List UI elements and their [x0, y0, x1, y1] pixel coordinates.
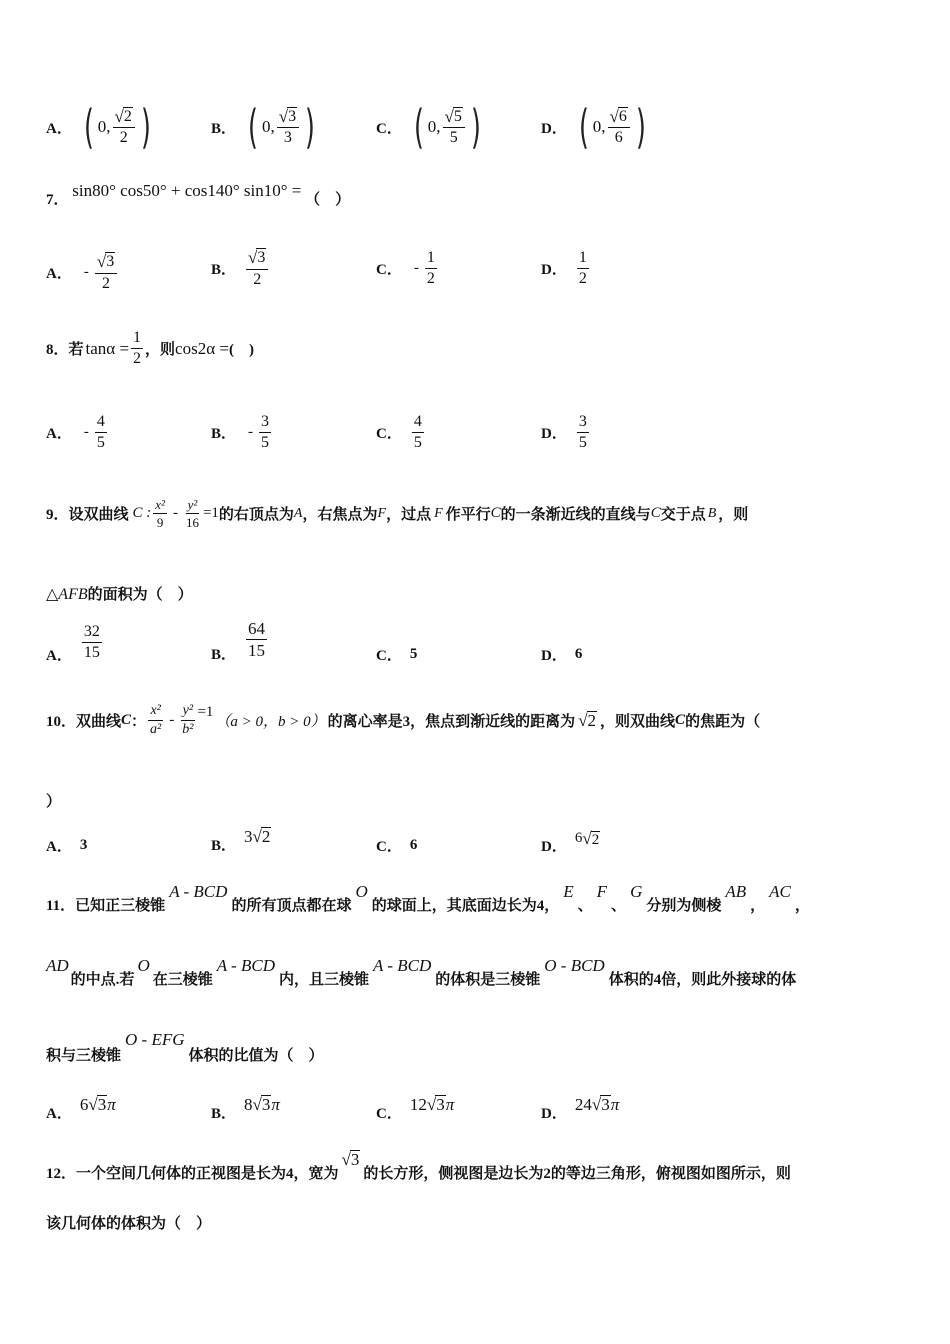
q9-option-c: C． 5 — [376, 646, 418, 664]
fraction: √ 5 5 — [443, 107, 465, 147]
q10-option-d: D． 6 √ 2 — [541, 828, 600, 855]
fraction: √ 3 3 — [277, 107, 299, 147]
question-9: 9．设双曲线 C : $\frac{\text{x²}}{9}$ - $\frac{\text{y²}}{16}$ =1 的右顶点为 A ，右焦点为 F ，过点 F 作平行 C 的一条渐近线的直线与 C 交于点 B ，则 — [46, 497, 749, 530]
question-8: 8．若 tanα = $\frac{1}{2}$ ，则 cos2α = ( ) — [46, 329, 254, 367]
q10-option-b: B． 3 √ 2 — [211, 826, 271, 854]
q11-option-a: A． 6 √ 3 π — [46, 1094, 116, 1122]
q8-option-d: D． $\frac{3}{5}$ — [541, 413, 587, 451]
q8-option-b: B． - $\frac{3}{5}$ — [211, 413, 270, 451]
question-9-line-2: △AFB的面积为（ ） — [46, 586, 193, 603]
fraction: √ 2 2 — [113, 107, 135, 147]
q7-option-c: C． - $\frac{1}{2}$ — [376, 249, 435, 287]
question-10: 10．双曲线 C ： $\frac{\text{x²}}{\text{a²}}$ - $\frac{\text{y²}}{\text{b²}}$ =1 （a > 0，b > 0） 的离心率是3，焦点到渐近线的距离为 √ 2 ，则双曲线 C 的焦距为（ — [46, 703, 761, 737]
question-12: 12．一个空间几何体的正视图是长为4，宽为 √ 3 的长方形，侧视图是边长为2的等边三角形，俯视图如图所示，则 — [46, 1150, 791, 1182]
q6-option-b: B． ( 0, √ 3 3 ) — [211, 100, 315, 154]
q11-option-d: D． 24 √ 3 π — [541, 1094, 620, 1122]
fraction: √ 6 6 — [608, 107, 630, 147]
question-11-line-2: AD 的中点.若 O 在三棱锥 A - BCD 内，且三棱锥 A - BCD 的体积是三棱锥 O - BCD 体积的4倍，则此外接球的体 — [46, 956, 797, 988]
q11-option-b: B． 8 √ 3 π — [211, 1094, 280, 1122]
q9-option-b: B． $\frac{64}{15}$ — [211, 619, 266, 664]
question-11-line-3: 积与三棱锥 O - EFG 体积的比值为（ ） — [46, 1030, 324, 1064]
question-11: 11．已知正三棱锥 A - BCD 的所有顶点都在球 O 的球面上，其底面边长为4， E 、 F 、 G 分别为侧棱 AB ， AC ， — [46, 882, 810, 914]
q6-option-a: A． ( 0, √ 2 2 ) — [46, 100, 151, 154]
q8-option-a: A． - $\frac{4}{5}$ — [46, 413, 105, 451]
q9-option-a: A． $\frac{32}{15}$ — [46, 623, 100, 665]
q9-option-d: D． 6 — [541, 646, 583, 664]
q10-option-a: A． 3 — [46, 837, 88, 855]
q10-option-c: C． 6 — [376, 837, 418, 855]
q7-expression: sin80° cos50° + cos140° sin10° = — [72, 181, 302, 200]
q8-option-c: C． $\frac{4}{5}$ — [376, 413, 422, 451]
q7-option-d: D． $\frac{1}{2}$ — [541, 249, 587, 287]
q6-option-c: C． ( 0, √ 5 5 ) — [376, 100, 481, 154]
question-10-line-2: ） — [46, 794, 62, 810]
question-7: 7． sin80° cos50° + cos140° sin10° = （ ） — [46, 181, 351, 208]
q6-option-d: D． ( 0, √ 6 6 ) — [541, 100, 646, 154]
question-12-line-2: 该几何体的体积为（ ） — [46, 1216, 212, 1232]
q11-option-c: C． 12 √ 3 π — [376, 1094, 455, 1122]
q7-option-a: A． - √ 3 2 — [46, 252, 119, 292]
q7-option-b: B． √ 3 2 — [211, 248, 270, 288]
